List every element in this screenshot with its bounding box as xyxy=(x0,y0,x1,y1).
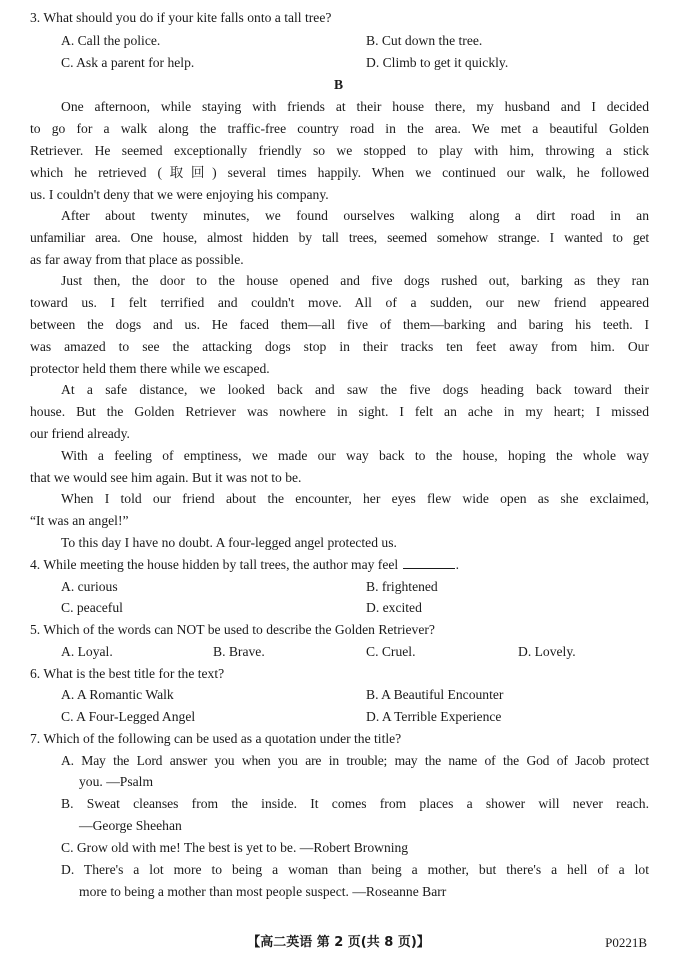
q5-option-d: D. Lovely. xyxy=(518,644,576,659)
passage-line: “It was an angel!” xyxy=(30,513,129,528)
q7-stem: 7. Which of the following can be used as a quotation under the title? xyxy=(30,731,402,746)
q4-stem xyxy=(30,556,459,574)
q5-option-a: A. Loyal. xyxy=(61,644,113,659)
page-footer xyxy=(0,933,677,953)
q3-option-d: D. Climb to get it quickly. xyxy=(366,55,509,70)
q3-option-b: B. Cut down the tree. xyxy=(366,33,483,48)
q6-stem: 6. What is the best title for the text? xyxy=(30,666,225,681)
passage-line: After about twenty minutes, we found ourselves walking along a dirt road in an xyxy=(61,208,649,223)
q7-option-b-cont: —George Sheehan xyxy=(79,818,182,833)
passage-line: to go for a walk along the traffic-free country road in the area. We met a beautiful Golden xyxy=(30,121,649,136)
q7-option-d: D. There's a lot more to being a woman than being a mother, but there's a hell of a lot xyxy=(61,862,649,877)
passage-line: us. I couldn't deny that we were enjoying his company. xyxy=(30,187,329,202)
passage-line: To this day I have no doubt. A four-legged angel protected us. xyxy=(61,535,397,550)
passage-line: protector held them there while we escaped. xyxy=(30,361,270,376)
paper-code: P0221B xyxy=(605,935,647,950)
passage-line: One afternoon, while staying with friends at their house there, my husband and I decided xyxy=(61,99,649,114)
q4-stem-end: . xyxy=(455,557,459,572)
passage-line: unfamiliar area. One house, almost hidden by tall trees, seemed somehow strange. I wanted to get xyxy=(30,230,649,245)
q3-stem: 3. What should you do if your kite falls onto a tall tree? xyxy=(30,10,332,25)
passage-line: toward us. I felt terrified and couldn't move. All of a sudden, our new friend appeared xyxy=(30,295,649,310)
q5-option-b: B. Brave. xyxy=(213,644,265,659)
passage-line: our friend already. xyxy=(30,426,130,441)
passage-line: house. But the Golden Retriever was nowhere in sight. I felt an ache in my heart; I missed xyxy=(30,404,649,419)
passage-line: With a feeling of emptiness, we made our way back to the house, hoping the whole way xyxy=(61,448,649,463)
q7-option-b: B. Sweat cleanses from the inside. It comes from places a shower will never reach. xyxy=(61,796,649,811)
q7-option-a: A. May the Lord answer you when you are in trouble; may the name of the God of Jacob protect xyxy=(61,753,649,768)
q3-option-c: C. Ask a parent for help. xyxy=(61,55,195,70)
q4-option-c: C. peaceful xyxy=(61,600,123,615)
q5-stem: 5. Which of the words can NOT be used to describe the Golden Retriever? xyxy=(30,622,435,637)
passage-line: Just then, the door to the house opened and five dogs rushed out, barking as they ran xyxy=(61,273,649,288)
passage-line: Retriever. He seemed exceptionally friendly so we stopped to play with him, throwing a stick xyxy=(30,143,649,158)
q7-option-d-cont: more to being a mother than most people suspect. —Roseanne Barr xyxy=(79,884,447,899)
q6-option-d: D. A Terrible Experience xyxy=(366,709,502,724)
section-heading: B xyxy=(333,77,344,92)
q4-option-b: B. frightened xyxy=(366,579,438,594)
q7-option-c: C. Grow old with me! The best is yet to be. —Robert Browning xyxy=(61,840,409,855)
passage-line: When I told our friend about the encounter, her eyes flew wide open as she exclaimed, xyxy=(61,491,649,506)
page-number: 【高二英语 第 2 页(共 8 页)】 xyxy=(247,935,430,950)
q6-option-c: C. A Four-Legged Angel xyxy=(61,709,196,724)
q6-option-b: B. A Beautiful Encounter xyxy=(366,687,504,702)
passage-line: At a safe distance, we looked back and saw the five dogs heading back toward their xyxy=(61,382,649,397)
passage-line: was amazed to see the attacking dogs stop in their tracks ten feet away from him. Our xyxy=(30,339,649,354)
q6-option-a: A. A Romantic Walk xyxy=(61,687,174,702)
q7-option-a-cont: you. —Psalm xyxy=(79,774,154,789)
q4-option-d: D. excited xyxy=(366,600,422,615)
passage-line: between the dogs and us. He faced them—all five of them—barking and baring his teeth. I xyxy=(30,317,649,332)
q5-option-c: C. Cruel. xyxy=(366,644,416,659)
q3-option-a: A. Call the police. xyxy=(61,33,161,48)
q4-stem-text: 4. While meeting the house hidden by tall trees, the author may feel xyxy=(30,557,399,572)
answer-blank xyxy=(403,556,455,569)
passage-line: which he retrieved (取回) several times happily. When we continued our walk, he followed xyxy=(30,165,649,180)
q4-option-a: A. curious xyxy=(61,579,118,594)
passage-line: that we would see him again. But it was not to be. xyxy=(30,470,302,485)
passage-line: as far away from that place as possible. xyxy=(30,252,244,267)
